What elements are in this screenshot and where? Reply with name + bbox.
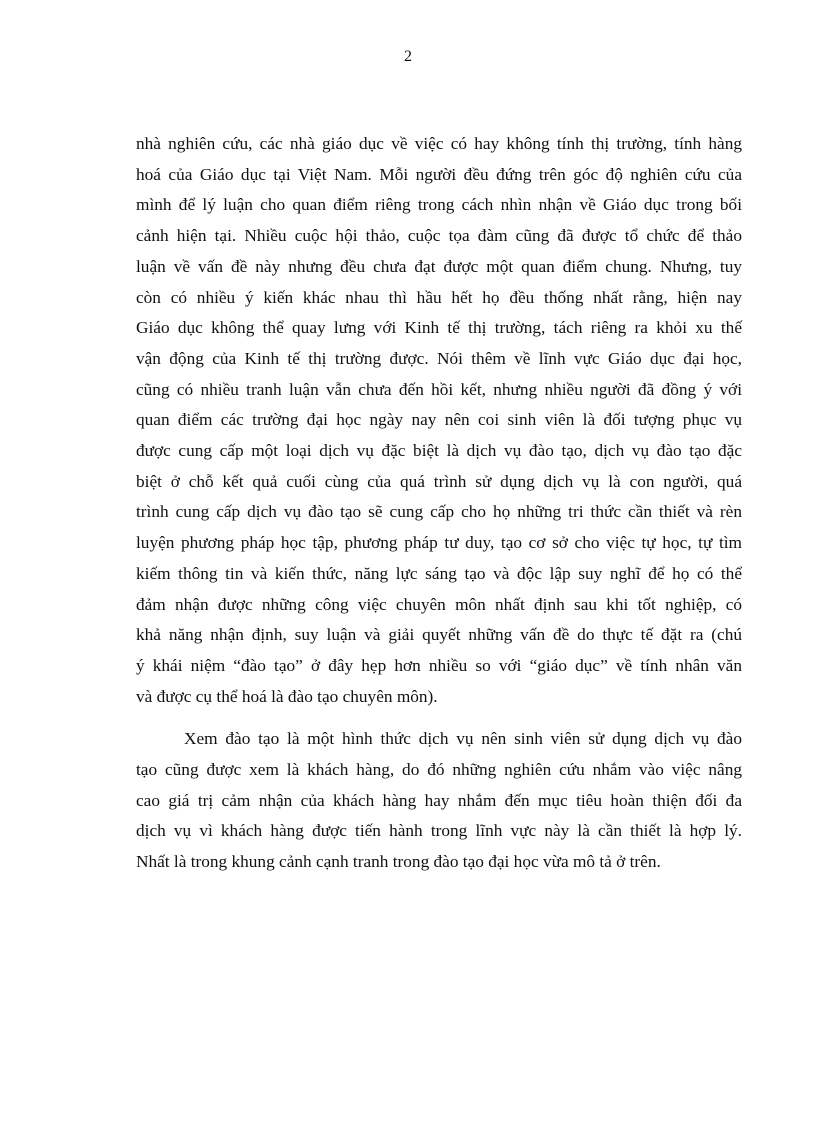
paragraph-2 [136,724,742,878]
text-line: biệt ở chỗ kết quả cuối cùng của quá trình sử dụng dịch vụ là con người, quá [136,471,742,491]
text-line: tạo cũng được xem là khách hàng, do đó những nghiên cứu nhắm vào việc nâng [136,760,742,780]
text-line: dịch vụ vì khách hàng được tiến hành trong lĩnh vực này là cần thiết là hợp lý. [136,821,742,841]
text-line: luyện phương pháp học tập, phương pháp tư duy, tạo cơ sở cho việc tự học, tự tìm [136,533,742,553]
paragraph-1 [136,129,742,712]
text-line: quan điểm các trường đại học ngày nay nên coi sinh viên là đối tượng phục vụ [136,410,742,430]
text-line: kiếm thông tin và kiến thức, năng lực sáng tạo và độc lập suy nghĩ để họ có thể [136,563,742,583]
text-line: Nhất là trong khung cảnh cạnh tranh trong đào tạo đại học vừa mô tả ở trên. [136,852,661,872]
text-line: Giáo dục không thể quay lưng với Kinh tế thị trường, tách riêng ra khỏi xu thế [136,318,742,338]
text-line: ý khái niệm “đào tạo” ở đây hẹp hơn nhiều so với “giáo dục” về tính nhân văn [136,655,742,675]
text-line: mình để lý luận cho quan điểm riêng trong cách nhìn nhận về Giáo dục trong bối [136,195,742,215]
body-text [136,129,742,878]
text-line: được cung cấp một loại dịch vụ đặc biệt là dịch vụ đào tạo, dịch vụ đào tạo đặc [136,441,742,461]
text-line: khả năng nhận định, suy luận và giải quyết những vấn đề do thực tế đặt ra (chú [136,625,742,645]
text-line: và được cụ thể hoá là đào tạo chuyên môn). [136,686,438,706]
text-line: cao giá trị cảm nhận của khách hàng hay nhắm đến mục tiêu hoàn thiện đối đa [136,790,742,810]
text-line: cảnh hiện tại. Nhiều cuộc hội thảo, cuộc tọa đàm cũng đã được tổ chức để thảo [136,226,742,246]
text-line: nhà nghiên cứu, các nhà giáo dục về việc có hay không tính thị trường, tính hàng [136,134,742,153]
text-line: vận động của Kinh tế thị trường được. Nói thêm về lĩnh vực Giáo dục đại học, [136,348,742,368]
text-line: còn có nhiều ý kiến khác nhau thì hầu hết họ đều thống nhất rằng, hiện nay [136,287,742,307]
text-line: trình cung cấp dịch vụ đào tạo sẽ cung cấp cho họ những tri thức cần thiết và rèn [136,502,742,522]
text-line: hoá của Giáo dục tại Việt Nam. Mỗi người đều đứng trên góc độ nghiên cứu của [136,164,742,184]
page-number: 2 [404,48,412,65]
text-line: đảm nhận được những công việc chuyên môn nhất định sau khi tốt nghiệp, có [136,594,742,614]
text-line: Xem đào tạo là một hình thức dịch vụ nên sinh viên sử dụng dịch vụ đào [184,729,742,749]
text-line: cũng có nhiều tranh luận vẫn chưa đến hồi kết, nhưng nhiều người đã đồng ý với [136,379,742,399]
text-line: luận về vấn đề này nhưng đều chưa đạt được một quan điểm chung. Nhưng, tuy [136,256,742,276]
